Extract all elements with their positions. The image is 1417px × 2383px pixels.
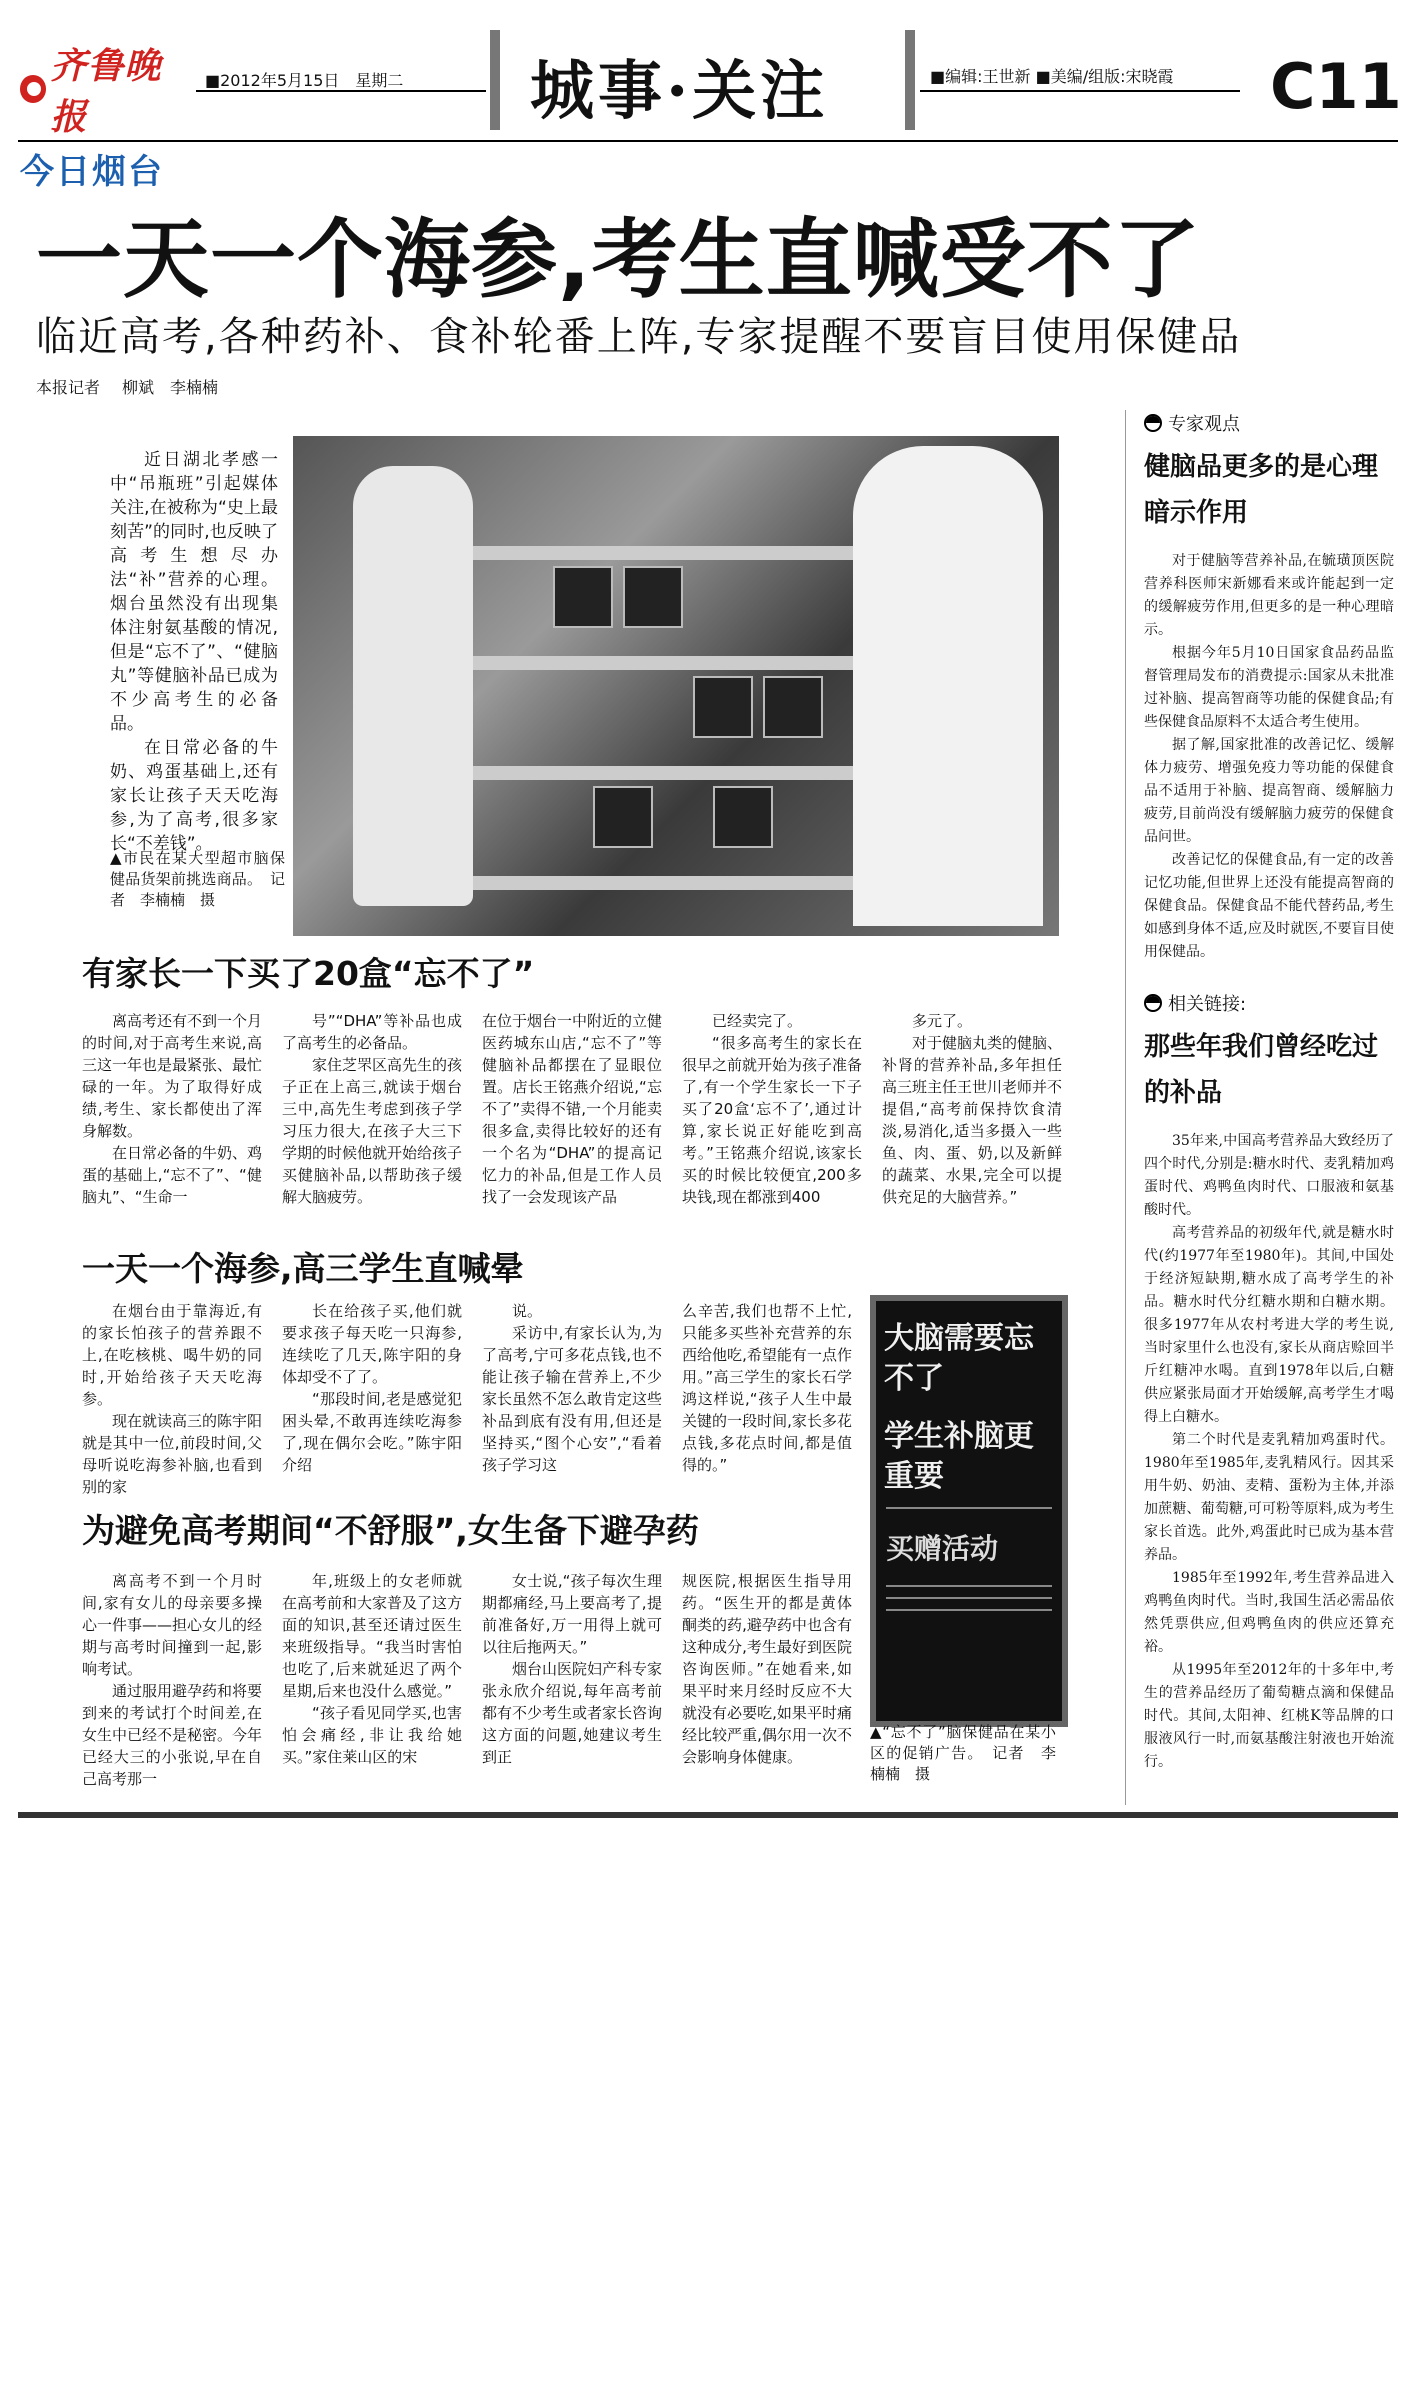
- sidebar-title: 那些年我们曾经吃过的补品: [1144, 1032, 1379, 1108]
- sidebar-paragraph: 改善记忆的保健食品,有一定的改善记忆功能,但世界上还没有能提高智商的保健食品。保健食品不能代替药品,考生如感到身体不适,应及时就医,不要盲目使用保健品。: [1144, 852, 1394, 960]
- body-paragraph: 年,班级上的女老师就在高考前和大家普及了这方面的知识,甚至还请过医生来班级指导。“我当时害怕也吃了,后来就延迟了两个星期,后来也没什么感觉。”: [282, 1572, 463, 1700]
- sidebar-paragraph: 第二个时代是麦乳精加鸡蛋时代。1980年至1985年,麦乳精风行。因其采用牛奶、奶油、麦精、蛋粉为主体,并添加蔗糖、葡萄糖,可可粉等原料,成为考生家长首选。此外,鸡蛋此时已成为基本营养品。: [1144, 1432, 1394, 1563]
- body-column: 在位于烟台一中附近的立健医药城东山店,“忘不了”等健脑补品都摆在了显眼位置。店长王铭燕介绍说,“忘不了”卖得不错,一个月能卖很多盒,卖得比较好的还有一个名为“DHA”的提高记忆力的补品,但是工作人员找了一会发现该产品: [482, 1012, 663, 1206]
- editors-line: ■编辑:王世新 ■美编/组版:宋晓霞: [930, 67, 1174, 86]
- lead-paragraph: 在日常必备的牛奶、鸡蛋基础上,还有家长让孩子天天吃海参,为了高考,很多家长“不差钱”。: [110, 738, 278, 854]
- sidebar-paragraph: 35年来,中国高考营养品大致经历了四个时代,分别是:糖水时代、麦乳精加鸡蛋时代、鸡鸭鱼肉时代、口服液和氨基酸时代。: [1144, 1133, 1394, 1218]
- body-column: 么辛苦,我们也帮不上忙,只能多买些补充营养的东西给他吃,希望能有一点作用。”高三学生的家长石学鸿这样说,“孩子人生中最关键的一段时间,家长多花点钱,多花点时间,都是值得的。”: [682, 1302, 852, 1474]
- body-paragraph: 采访中,有家长认为,为了高考,宁可多花点钱,也不能让孩子输在营养上,不少家长虽然不怎么敢肯定这些补品到底有没有用,但还是坚持买,“图个心安”,“看着孩子学习这: [482, 1324, 663, 1474]
- board-divider: [886, 1585, 1052, 1587]
- byline-names: 柳斌 李楠楠: [122, 378, 219, 397]
- byline: [36, 375, 218, 398]
- page-number: C11: [1270, 50, 1402, 123]
- issue-date: ■2012年5月15日 星期二: [205, 71, 404, 90]
- product-box: [593, 786, 653, 848]
- section-heading: 有家长一下买了20盒“忘不了”: [82, 954, 535, 993]
- board-divider: [886, 1597, 1052, 1599]
- sidebar-paragraph: 从1995年至2012年的十多年中,考生的营养品经历了葡萄糖点滴和保健品时代。其间,太阳神、红桃K等品牌的口服液风行一时,而氨基酸注射液也开始流行。: [1144, 1662, 1394, 1770]
- byline-prefix: 本报记者: [36, 378, 101, 397]
- sidebar-paragraph: 高考营养品的初级年代,就是糖水时代(约1977年至1980年)。其间,中国处于经济短缺期,糖水成了高考学生的补品。糖水时代分红糖水期和白糖水期。很多1977年从农村考进大学的考生说,当时家里什么也没有,家长从商店赊回半斤红糖冲水喝。直到1978年以后,白糖供应紧张局面才开始缓解,高考学生才喝得上白糖水。: [1144, 1225, 1394, 1425]
- body-paragraph: 离高考还有不到一个月的时间,对于高考生来说,高三这一年也是最紧张、最忙碌的一年。为了取得好成绩,考生、家长都使出了浑身解数。: [82, 1012, 263, 1140]
- sidebar-tag-label: 相关链接:: [1168, 994, 1247, 1015]
- sidebar-tag-label: 专家观点: [1168, 414, 1240, 435]
- sidebar-tag: [1144, 990, 1394, 1016]
- product-box: [763, 676, 823, 738]
- sidebar-body: [1144, 1130, 1394, 1774]
- product-box: [693, 676, 753, 738]
- board-line: 学生补脑更重要: [884, 1419, 1034, 1494]
- body-paragraph: 在日常必备的牛奶、鸡蛋的基础上,“忘不了”、“健脑丸”、“生命一: [82, 1144, 263, 1206]
- logo-main: 齐鲁晚报: [50, 45, 162, 138]
- body-column: [82, 1010, 262, 1208]
- body-paragraph: “孩子看见同学买,也害怕会痛经,非让我给她买。”家住莱山区的宋: [282, 1704, 462, 1766]
- masthead-rule-right: [920, 90, 1240, 92]
- body-column: [82, 1570, 262, 1790]
- body-column: [482, 1570, 662, 1768]
- newspaper-logo: [20, 38, 190, 192]
- product-box: [553, 566, 613, 628]
- headline: 一天一个海参,考生直喊受不了: [36, 210, 1201, 310]
- body-column: [682, 1010, 862, 1208]
- bullet-icon: [1144, 994, 1162, 1012]
- sidebar-paragraph: 根据今年5月10日国家食品药品监督管理局发布的消费提示:国家从未批准过补脑、提高智商等功能的保健食品;有些保健食品原料不太适合考生使用。: [1144, 645, 1394, 730]
- sidebar-box-expert: [1126, 410, 1394, 964]
- body-paragraph: 女士说,“孩子每次生理期都痛经,马上要高考了,提前准备好,万一用得上就可以往后拖两天。”: [482, 1572, 662, 1656]
- shopper-figure: [353, 466, 473, 906]
- sidebar-paragraph: 据了解,国家批准的改善记忆、缓解体力疲劳、增强免疫力等功能的保健食品不适用于补脑、提高智商、缓解脑力疲劳,目前尚没有缓解脑力疲劳的保健食品问世。: [1144, 737, 1394, 845]
- body-column: [82, 1300, 262, 1498]
- lead-text: [110, 448, 278, 856]
- body-paragraph: 号”“DHA”等补品也成了高考生的必备品。: [282, 1012, 462, 1052]
- sidebar-box-related: [1126, 990, 1394, 1774]
- body-column: 规医院,根据医生指导用药。“医生开的都是黄体酮类的药,避孕药中也含有这种成分,考生最好到医院咨询医师。”在她看来,如果平时来月经时反应不大就没有必要吃,如果平时痛经比较严重,偶尔用一次不会影响身体健康。: [682, 1572, 852, 1766]
- sidebar: [1125, 410, 1394, 1805]
- sidebar-paragraph: 对于健脑等营养补品,在毓璜顶医院营养科医师宋新娜看来或许能起到一定的缓解疲劳作用,但更多的是一种心理暗示。: [1144, 553, 1394, 638]
- body-paragraph: 现在就读高三的陈宇阳就是其中一位,前段时间,父母听说吃海参补脑,也看到别的家: [82, 1412, 263, 1496]
- sidebar-paragraph: 1985年至1992年,考生营养品进入鸡鸭鱼肉时代。当时,我国生活必需品依然凭票供应,但鸡鸭鱼肉的供应还算充裕。: [1144, 1570, 1394, 1655]
- board-divider: [886, 1609, 1052, 1611]
- body-column: [482, 1300, 662, 1476]
- logo-sub: 今日烟台: [20, 152, 164, 192]
- product-box: [623, 566, 683, 628]
- photo2-caption: ▲“忘不了”脑保健品在某小区的促销广告。 记者 李楠楠 摄: [870, 1723, 1056, 1783]
- sidebar-body: [1144, 550, 1394, 964]
- board-line: 买赠活动: [886, 1532, 999, 1565]
- subheadline: 临近高考,各种药补、食补轮番上阵,专家提醒不要盲目使用保健品: [36, 314, 1242, 360]
- board-divider: [886, 1507, 1052, 1509]
- body-paragraph: 离高考不到一个月时间,家有女儿的母亲要多操心一件事——担心女儿的经期与高考时间撞到一起,影响考试。: [82, 1572, 263, 1678]
- body-paragraph: 在烟台由于靠海近,有的家长怕孩子的营养跟不上,在吃核桃、喝牛奶的同时,开始给孩子天天吃海参。: [82, 1302, 262, 1408]
- supermarket-photo: [293, 436, 1059, 936]
- section-heading: 一天一个海参,高三学生直喊晕: [82, 1249, 524, 1288]
- product-box: [713, 786, 773, 848]
- body-paragraph: 通过服用避孕药和将要到来的考试打个时间差,在女生中已经不是秘密。今年已经大三的小张说,早在自己高考那一: [82, 1682, 263, 1788]
- body-paragraph: 说。: [512, 1302, 543, 1320]
- body-column: [282, 1570, 462, 1768]
- lead-paragraph: 近日湖北孝感一中“吊瓶班”引起媒体关注,在被称为“史上最刻苦”的同时,也反映了高考生想尽办法“补”营养的心理。烟台虽然没有出现集体注射氨基酸的情况,但是“忘不了”、“健脑丸”等健脑补品已成为不少高考生的必备品。: [110, 450, 278, 734]
- body-column: [882, 1010, 1062, 1208]
- promo-board-photo: [870, 1295, 1068, 1727]
- body-paragraph: 长在给孩子买,他们就要求孩子每天吃一只海参,连续吃了几天,陈宇阳的身体却受不了了。: [282, 1302, 462, 1386]
- body-paragraph: “很多高考生的家长在很早之前就开始为孩子准备了,有一个学生家长一下子买了20盒‘忘不了’,通过计算,家长说正好能吃到高考。”王铭燕介绍说,该家长买的时候比较便宜,200多块钱,现在都涨到400: [682, 1034, 863, 1206]
- body-paragraph: 烟台山医院妇产科专家张永欣介绍说,每年高考前都有不少考生或者家长咨询这方面的问题,她建议考生到正: [482, 1660, 663, 1766]
- section-title: 城事·关注: [530, 54, 829, 129]
- body-paragraph: 已经卖完了。: [712, 1012, 803, 1030]
- sidebar-title: 健脑品更多的是心理暗示作用: [1144, 452, 1379, 528]
- body-paragraph: “那段时间,老是感觉犯困头晕,不敢再连续吃海参了,现在偶尔会吃。”陈宇阳介绍: [282, 1390, 462, 1474]
- body-column: [282, 1010, 462, 1208]
- newspaper-logo-icon: [20, 75, 46, 103]
- section-heading: 为避免高考期间“不舒服”,女生备下避孕药: [82, 1511, 699, 1550]
- body-paragraph: 对于健脑丸类的健脑、补肾的营养补品,多年担任高三班主任王世川老师并不提倡,“高考前保持饮食清淡,易消化,适当多摄入一些鱼、肉、蛋、奶,以及新鲜的蔬菜、水果,完全可以提供充足的大脑营养。”: [882, 1034, 1063, 1206]
- shopper-figure: [853, 446, 1043, 926]
- photo1-caption: ▲市民在某大型超市脑保健品货架前挑选商品。 记者 李楠楠 摄: [110, 849, 285, 909]
- bullet-icon: [1144, 414, 1162, 432]
- body-paragraph: 多元了。: [912, 1012, 973, 1030]
- body-column: [282, 1300, 462, 1476]
- board-line: 大脑需要忘不了: [884, 1321, 1034, 1396]
- body-paragraph: 家住芝罘区高先生的孩子正在上高三,就读于烟台三中,高先生考虑到孩子学习压力很大,在孩子大三下学期的时候他就开始给孩子买健脑补品,以帮助孩子缓解大脑疲劳。: [282, 1056, 463, 1206]
- sidebar-tag: [1144, 410, 1394, 436]
